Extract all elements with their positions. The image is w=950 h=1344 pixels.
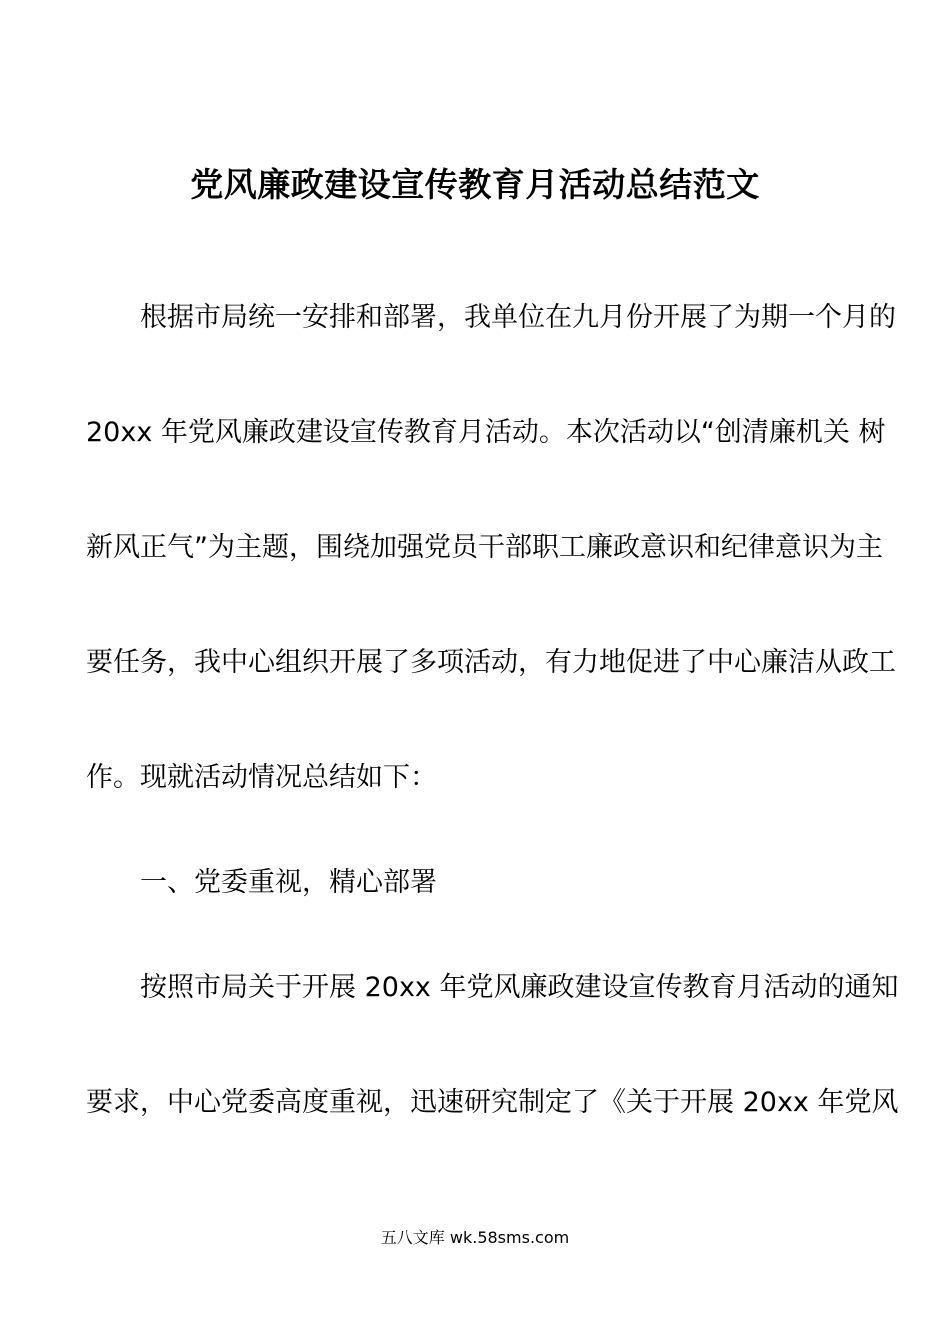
paragraph-line: 要任务，我中心组织开展了多项活动，有力地促进了中心廉洁从政工 [86, 647, 896, 678]
paragraph-line: 根据市局统一安排和部署，我单位在九月份开展了为期一个月的 [140, 302, 896, 333]
document-title: 党风廉政建设宣传教育月活动总结范文 [190, 165, 760, 204]
paragraph-line: 按照市局关于开展 20xx 年党风廉政建设宣传教育月活动的通知 [140, 972, 899, 1003]
footer-watermark: 五八文库 wk.58sms.com [380, 1228, 570, 1247]
paragraph-line: 新风正气”为主题，围绕加强党员干部职工廉政意识和纪律意识为主 [86, 532, 883, 563]
paragraph-line: 要求，中心党委高度重视，迅速研究制定了《关于开展 20xx 年党风 [86, 1087, 899, 1118]
paragraph-line: 20xx 年党风廉政建设宣传教育月活动。本次活动以“创清廉机关 树 [86, 417, 886, 448]
section-heading: 一、党委重视，精心部署 [140, 867, 437, 898]
paragraph-line: 作。现就活动情况总结如下： [86, 762, 437, 793]
